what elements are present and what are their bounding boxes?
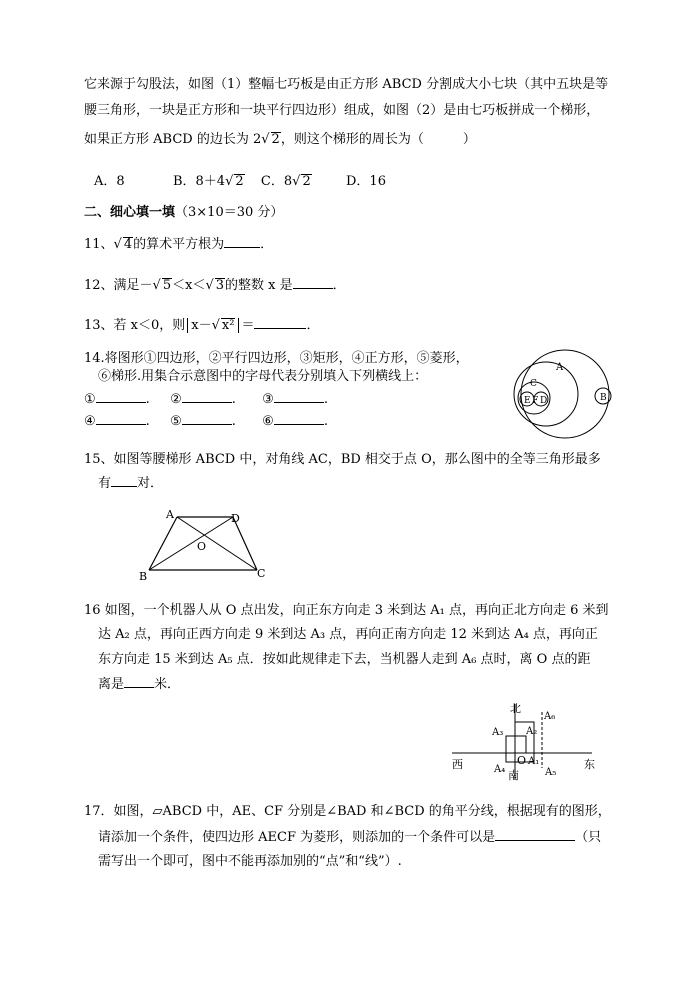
q14-line2: ⑥梯形.用集合示意图中的字母代表分别填入下列横线上： xyxy=(98,369,428,384)
venn-label-a: A xyxy=(556,362,564,373)
q16-line4: 离是 米． xyxy=(98,677,181,692)
venn-diagram xyxy=(500,348,630,440)
q10-line2: 腰三角形，一块是正方形和一块平行四边形）组成，如图（2）是由七巧板拼成一个梯形， xyxy=(84,103,600,118)
answer-blank-13 xyxy=(254,316,306,329)
q14-blanks-row1: ① . ② . ③ . xyxy=(84,392,328,407)
label-c: C xyxy=(257,567,266,580)
label-o: O xyxy=(197,540,207,553)
answer-blank-11 xyxy=(224,235,260,248)
venn-label-d: D xyxy=(540,396,548,406)
q14-blanks-row2: ④ . ⑤ . ⑥ . xyxy=(84,414,328,429)
label-o: O xyxy=(517,754,527,767)
label-d: D xyxy=(231,512,240,525)
question-13: 13、若 x＜0，则 x－√ x² ＝ ． xyxy=(84,318,320,333)
venn-label-b: B xyxy=(600,393,607,403)
label-a1: A₁ xyxy=(528,756,540,767)
venn-label-f: F xyxy=(532,396,539,406)
label-b: B xyxy=(139,570,148,583)
trapezoid-figure xyxy=(135,503,275,585)
q15-line2: 有 对． xyxy=(98,476,164,491)
label-a5: A₅ xyxy=(545,767,557,778)
option-b: B．8＋4√ 2 xyxy=(172,174,244,189)
venn-circle-a xyxy=(521,350,609,438)
label-a: A xyxy=(166,508,174,521)
q17-line3: 需写出一个即可，图中不能再添加别的“点”和“线”）. xyxy=(98,854,402,869)
q17-line2: 请添加一个条件，使四边形 AECF 为菱形，则添加的一个条件可以是 （只 xyxy=(98,830,602,845)
option-d: D．16 xyxy=(346,174,386,189)
label-south: 南 xyxy=(508,769,519,782)
robot-path-figure xyxy=(450,698,598,782)
q10-options xyxy=(94,173,386,191)
label-a6: A₆ xyxy=(544,711,556,722)
option-a: A．8 xyxy=(94,174,125,189)
label-north: 北 xyxy=(510,702,521,715)
venn-label-e: E xyxy=(524,396,531,406)
q15-line1: 15、如图等腰梯形 ABCD 中，对角线 AC，BD 相交于点 O，那么图中的全等三角形最多 xyxy=(84,452,601,467)
label-a4: A₄ xyxy=(494,764,506,775)
label-east: 东 xyxy=(584,758,595,771)
answer-blank-15 xyxy=(111,474,137,487)
answer-blank-12 xyxy=(293,276,333,289)
q10-line1: 它来源于勾股法，如图（1）整幅七巧板是由正方形 ABCD 分割成大小七块（其中五块是等 xyxy=(84,77,609,92)
question-12: 12、满足－√ 5＜x＜√ 3的整数 x 是 ． xyxy=(84,278,346,293)
q14-line1: 14.将图形①四边形，②平行四边形，③矩形，④正方形，⑤菱形， xyxy=(84,351,469,366)
q16-line2: 达 A₂ 点，再向正西方向走 9 米到达 A₃ 点，再向正南方向走 12 米到达 A₄ 点，再向正 xyxy=(98,627,598,642)
q10-line3: 如果正方形 ABCD 的边长为 2√ 2，则这个梯形的周长为（ ） xyxy=(84,132,476,147)
q17-line1: 17．如图，▱ABCD 中，AE、CF 分别是∠BAD 和∠BCD 的角平分线，根据现有的图形， xyxy=(84,804,611,819)
option-c: C．8√ 2 xyxy=(260,174,311,189)
section-title: 二、细心填一填（3×10＝30 分） xyxy=(84,205,284,220)
q16-line1: 16 如图，一个机器人从 O 点出发，向正东方向走 3 米到达 A₁ 点，再向正北方向走 6 米到 xyxy=(84,603,609,618)
label-west: 西 xyxy=(452,758,463,771)
q16-line3: 东方向走 15 米到达 A₅ 点．按如此规律走下去，当机器人走到 A₆ 点时，离 O 点的距 xyxy=(98,652,591,667)
answer-blank-16 xyxy=(124,675,154,688)
answer-blank-17 xyxy=(495,828,575,841)
venn-label-c: C xyxy=(530,379,537,389)
label-a3: A₃ xyxy=(492,727,504,738)
label-a2: A₂ xyxy=(526,726,538,737)
question-11: 11、√ 4的算术平方根为 ． xyxy=(84,237,274,252)
